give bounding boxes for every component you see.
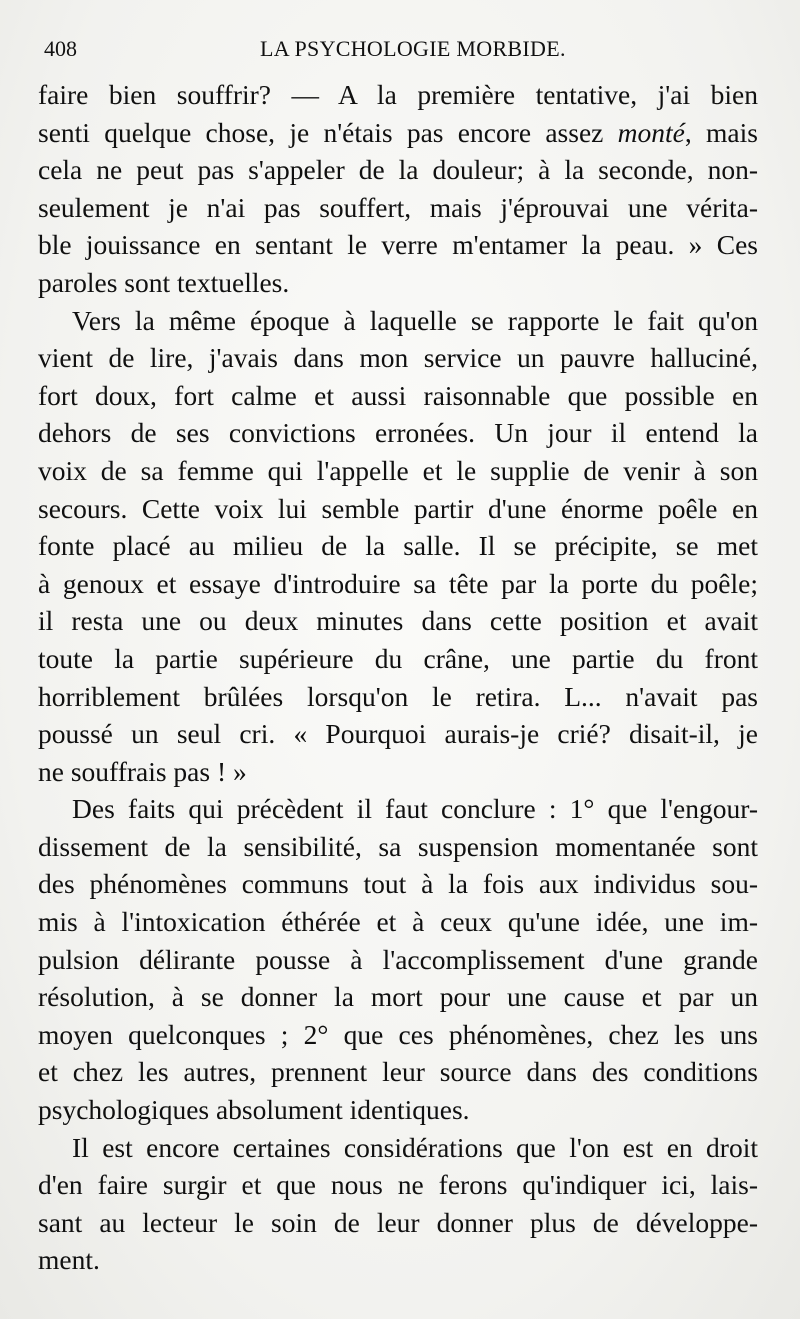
text-line: seulement je n'ai pas souffert, mais j'éprouvai une vérita- bbox=[38, 191, 758, 223]
italic-word: monté bbox=[617, 116, 685, 148]
text-line: voix de sa femme qui l'appelle et le supplie de venir à son bbox=[38, 454, 758, 486]
text-line: vient de lire, j'avais dans mon service un pauvre halluciné, bbox=[38, 342, 758, 374]
text-line: à genoux et essaye d'introduire sa tête par la porte du poêle; bbox=[38, 567, 758, 599]
text-line: poussé un seul cri. « Pourquoi aurais-je crié? disait-il, je bbox=[38, 718, 758, 750]
text-line: faire bien souffrir? — A la première tentative, j'ai bien bbox=[38, 79, 758, 110]
text-line: ne souffrais pas ! » bbox=[38, 755, 247, 787]
text-line: fonte placé au milieu de la salle. Il se précipite, se met bbox=[38, 530, 758, 562]
paragraph-1 bbox=[38, 76, 758, 302]
text-line: Des faits qui précèdent il faut conclure : 1° que l'engour- bbox=[72, 793, 758, 825]
text-line: secours. Cette voix lui semble partir d'une énorme poêle en bbox=[38, 492, 758, 524]
text-line: Vers la même époque à laquelle se rapporte le fait qu'on bbox=[72, 304, 758, 336]
text-line: fort doux, fort calme et aussi raisonnable que possible en bbox=[38, 379, 758, 411]
text-line: résolution, à se donner la mort pour une cause et par un bbox=[38, 981, 758, 1013]
text-line: senti quelque chose, je n'étais pas encore assez monté, mais bbox=[38, 116, 758, 148]
text-line: dissement de la sensibilité, sa suspension momentanée sont bbox=[38, 830, 758, 862]
text-line: ment. bbox=[38, 1244, 100, 1276]
text-line: dehors de ses convictions erronées. Un jour il entend la bbox=[38, 417, 758, 449]
text-line: mis à l'intoxication éthérée et à ceux qu'une idée, une im- bbox=[38, 906, 758, 938]
text-line: horriblement brûlées lorsqu'on le retira. L... n'avait pas bbox=[38, 680, 758, 712]
page-number: 408 bbox=[44, 36, 77, 61]
text-line: il resta une ou deux minutes dans cette position et avait bbox=[38, 605, 758, 637]
text-line: toute la partie supérieure du crâne, une partie du front bbox=[38, 642, 758, 674]
text-line: cela ne peut pas s'appeler de la douleur; à la seconde, non- bbox=[38, 154, 758, 186]
text-line: ble jouissance en sentant le verre m'entamer la peau. » Ces bbox=[38, 229, 758, 261]
paragraph-2 bbox=[38, 302, 758, 791]
text-line: Il est encore certaines considérations que l'on est en droit bbox=[72, 1131, 758, 1163]
page-header bbox=[38, 34, 762, 68]
text-line: sant au lecteur le soin de leur donner plus de développe- bbox=[38, 1206, 758, 1238]
text-line: psychologiques absolument identiques. bbox=[38, 1094, 470, 1126]
text-line: des phénomènes communs tout à la fois aux individus sou- bbox=[38, 868, 758, 900]
paragraph-4 bbox=[38, 1129, 758, 1279]
running-title: LA PSYCHOLOGIE MORBIDE. bbox=[260, 36, 566, 61]
text-line: d'en faire surgir et que nous ne ferons qu'indiquer ici, lais- bbox=[38, 1169, 758, 1201]
text-line: pulsion délirante pousse à l'accomplissement d'une grande bbox=[38, 943, 758, 975]
text-line: paroles sont textuelles. bbox=[38, 266, 290, 298]
paragraph-3 bbox=[38, 790, 758, 1128]
text-line: et chez les autres, prennent leur source dans des conditions bbox=[38, 1056, 758, 1088]
body-text bbox=[38, 76, 758, 1279]
text-line: moyen quelconques ; 2° que ces phénomènes, chez les uns bbox=[38, 1018, 758, 1050]
